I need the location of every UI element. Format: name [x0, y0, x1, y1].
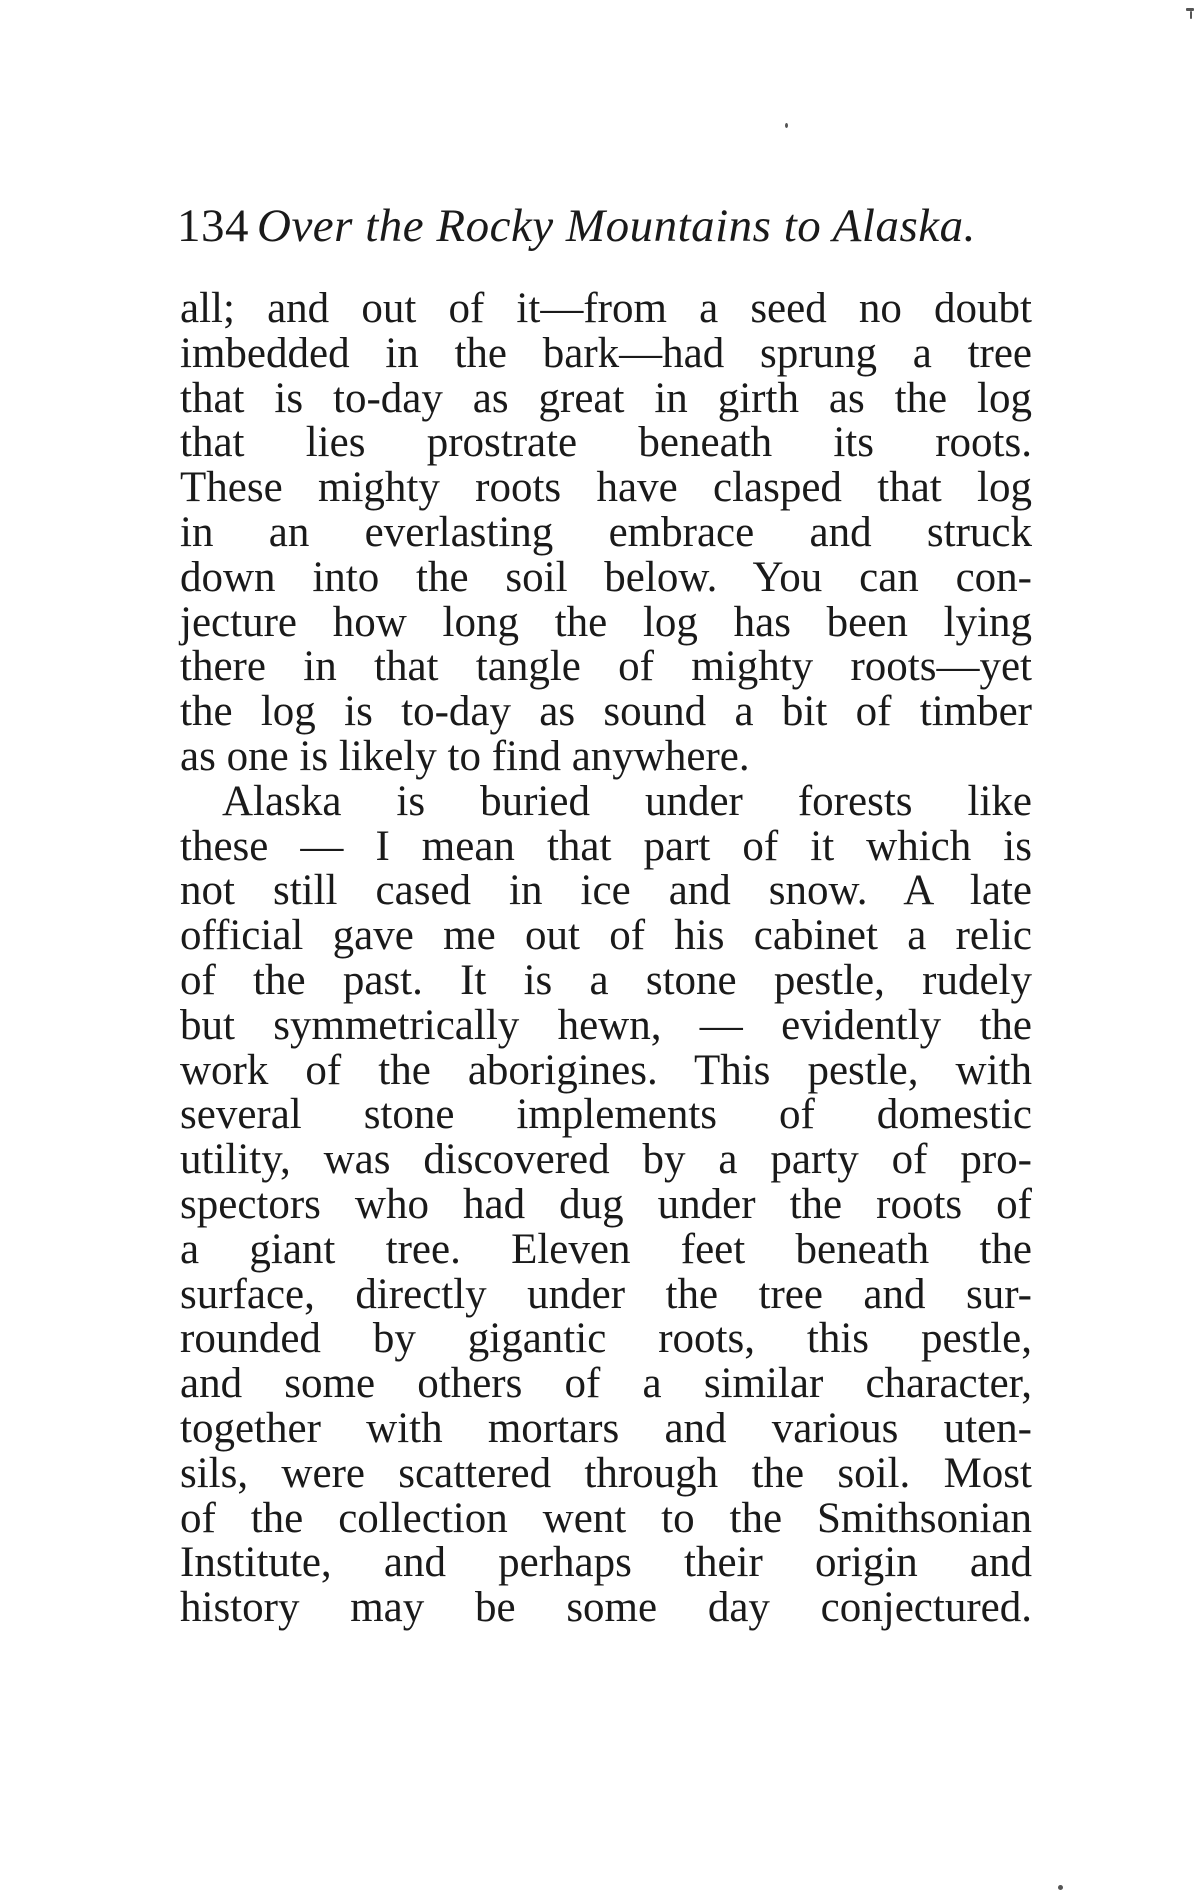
text-line: together with mortars and various uten-	[180, 1404, 1032, 1452]
text-line: utility, was discovered by a party of pro-	[180, 1136, 1032, 1184]
text-line: history may be some day conjectured.	[180, 1584, 1032, 1632]
text-line: not still cased in ice and snow. A late	[180, 867, 1032, 915]
running-head	[177, 198, 1039, 254]
text-line: spectors who had dug under the roots of	[180, 1180, 1032, 1228]
text-line: work of the aborigines. This pestle, with	[180, 1046, 1032, 1094]
text-line: there in that tangle of mighty roots—yet	[180, 643, 1032, 691]
text-line: official gave me out of his cabinet a relic	[180, 912, 1032, 960]
text-line: of the past. It is a stone pestle, rudely	[180, 956, 1032, 1004]
text-line: jecture how long the log has been lying	[180, 598, 1032, 646]
paragraph-2	[180, 777, 1032, 1632]
paragraph-1	[180, 287, 1032, 780]
book-title: Over the Rocky Mountains to Alaska.	[257, 200, 976, 252]
page-number: 134	[177, 200, 249, 252]
text-line: of the collection went to the Smithsonian	[180, 1494, 1032, 1542]
text-line: rounded by gigantic roots, this pestle,	[180, 1315, 1032, 1363]
text-line: a giant tree. Eleven feet beneath the	[180, 1225, 1032, 1273]
text-line: as one is likely to find anywhere.	[180, 732, 750, 780]
text-line: these — I mean that part of it which is	[180, 822, 1032, 870]
text-line: that lies prostrate beneath its roots.	[180, 419, 1032, 467]
text-line: that is to-day as great in girth as the log	[180, 374, 1032, 422]
paper-speck	[1058, 1885, 1063, 1890]
paper-speck	[785, 123, 788, 128]
text-line: down into the soil below. You can con-	[180, 553, 1032, 601]
text-line: sils, were scattered through the soil. Most	[180, 1449, 1032, 1497]
paper-speck	[1190, 11, 1192, 19]
text-line: These mighty roots have clasped that log	[180, 464, 1032, 512]
text-line: Alaska is buried under forests like	[222, 777, 1032, 825]
text-line: the log is to-day as sound a bit of timber	[180, 688, 1032, 736]
body-text	[180, 287, 1032, 1631]
text-line: Institute, and perhaps their origin and	[180, 1539, 1032, 1587]
text-line: in an everlasting embrace and struck	[180, 508, 1032, 556]
text-line: all; and out of it—from a seed no doubt	[180, 285, 1032, 332]
text-line: surface, directly under the tree and sur-	[180, 1270, 1032, 1318]
text-line: but symmetrically hewn, — evidently the	[180, 1001, 1032, 1049]
text-line: imbedded in the bark—had sprung a tree	[180, 329, 1032, 377]
text-line: several stone implements of domestic	[180, 1091, 1032, 1139]
text-line: and some others of a similar character,	[180, 1360, 1032, 1408]
